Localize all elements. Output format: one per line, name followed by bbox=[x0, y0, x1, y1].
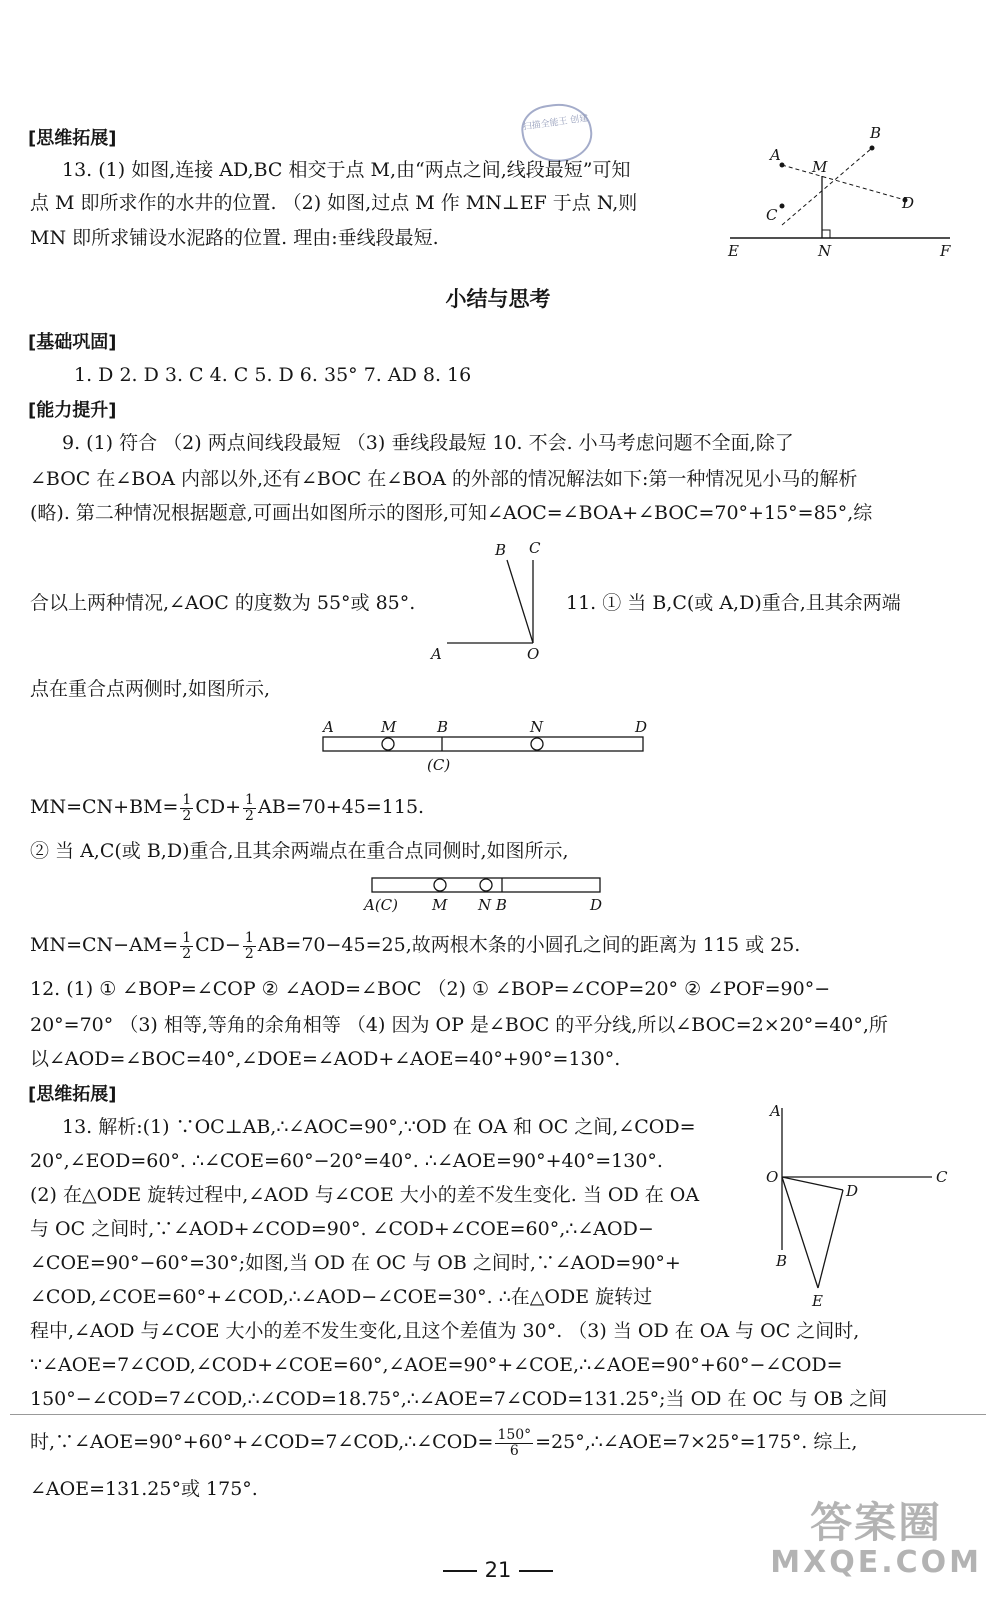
section-header-basic: [基础巩固] bbox=[28, 332, 117, 353]
numerator: 1 bbox=[245, 791, 254, 808]
q9-line-3: (略). 第二种情况根据题意,可画出如图所示的图形,可知∠AOC=∠BOA+∠BOC=70°+15°=85°,综 bbox=[30, 502, 873, 524]
q13b-line-5: ∠COE=90°−60°=30°;如图,当 OD 在 OC 与 OB 之间时,∵∠AOD=90°+ bbox=[30, 1252, 681, 1274]
denominator: 2 bbox=[244, 945, 254, 962]
watermark-cn: 答案圈 bbox=[810, 1498, 943, 1547]
q13b-line-8: ∵∠AOE=7∠COD,∠COD+∠COE=60°,∠AOE=90°+∠COE,∴∠AOE=90°+60°−∠COD= bbox=[30, 1354, 843, 1376]
figure-well-road bbox=[720, 120, 970, 265]
numerator: 1 bbox=[244, 929, 254, 946]
mn1-part-b: CD+ bbox=[195, 796, 242, 818]
figure-rotating-triangle bbox=[760, 1100, 960, 1315]
q9-line-2: ∠BOC 在∠BOA 内部以外,还有∠BOC 在∠BOA 的外部的情况解法如下:第一种情况见小马的解析 bbox=[30, 468, 858, 490]
label-C: C bbox=[936, 1168, 948, 1186]
label-NB: N B bbox=[478, 896, 507, 914]
label-E: E bbox=[812, 1292, 823, 1310]
denominator: 2 bbox=[182, 807, 192, 824]
stamp-text: 扫描全能王 创建 bbox=[522, 113, 589, 133]
label-A: A bbox=[323, 718, 334, 736]
section-header-thinking-2: [思维拓展] bbox=[28, 1084, 117, 1105]
label-A: A bbox=[431, 645, 442, 663]
label-B: B bbox=[870, 124, 882, 142]
basic-answers: 1. D 2. D 3. C 4. C 5. D 6. 35° 7. AD 8. 16 bbox=[74, 364, 472, 386]
label-B: B bbox=[437, 718, 449, 736]
mn2-part-b: CD− bbox=[195, 934, 241, 956]
q13b-line-10-b: =25°,∴∠AOE=7×25°=175°. 综上, bbox=[535, 1431, 858, 1453]
label-D: D bbox=[902, 194, 915, 212]
label-E: E bbox=[728, 242, 739, 260]
label-F: F bbox=[940, 242, 951, 260]
q13b-line-3: (2) 在△ODE 旋转过程中,∠AOD 与∠COE 大小的差不发生变化. 当 OD 在 OA bbox=[30, 1184, 700, 1206]
label-M: M bbox=[381, 718, 397, 736]
denominator: 6 bbox=[509, 1442, 519, 1459]
q13b-line-4: 与 OC 之间时,∵∠AOD+∠COD=90°. ∠COD+∠COE=60°,∴∠AOD− bbox=[30, 1218, 654, 1240]
q13b-line-6: ∠COD,∠COE=60°+∠COD,∴∠AOD−∠COE=30°. ∴在△ODE 旋转过 bbox=[30, 1286, 653, 1308]
figure-angle-boc bbox=[425, 535, 555, 665]
label-C: C bbox=[766, 206, 778, 224]
label-D: D bbox=[635, 718, 648, 736]
fraction-half bbox=[180, 793, 193, 824]
q11-line-2: 点在重合点两侧时,如图所示, bbox=[30, 678, 271, 700]
label-A: A bbox=[770, 1102, 781, 1120]
denominator: 2 bbox=[245, 807, 254, 824]
divider-line bbox=[10, 1414, 986, 1415]
q12-line-1: 12. (1) ① ∠BOP=∠COP ② ∠AOD=∠BOC （2) ① ∠BOP=∠COP=20° ② ∠POF=90°− bbox=[30, 978, 831, 1000]
page-number-text: 21 bbox=[484, 1558, 512, 1582]
q13-line-1: 13. (1) 如图,连接 AD,BC 相交于点 M,由“两点之间,线段最短”可知 bbox=[62, 159, 631, 181]
section-header-ability: [能力提升] bbox=[28, 400, 117, 421]
mn1-part-c: AB=70+45=115. bbox=[257, 796, 425, 818]
watermark-url: MXQE.COM bbox=[770, 1545, 982, 1580]
fraction-half bbox=[180, 931, 193, 962]
q11-line-4: ② 当 A,C(或 B,D)重合,且其余两端点在重合点同侧时,如图所示, bbox=[30, 840, 569, 862]
mn-formula-2 bbox=[30, 928, 800, 962]
q13b-line-11: ∠AOE=131.25°或 175°. bbox=[30, 1478, 258, 1500]
label-O: O bbox=[527, 645, 540, 663]
figure-sticks-opposite bbox=[315, 716, 655, 776]
label-O: O bbox=[766, 1168, 779, 1186]
label-M: M bbox=[432, 896, 448, 914]
mn2-part-a: MN=CN−AM= bbox=[30, 934, 179, 956]
mn1-part-a: MN=CN+BM= bbox=[30, 796, 179, 818]
label-AC: A(C) bbox=[364, 896, 399, 914]
numerator: 150° bbox=[497, 1426, 532, 1443]
label-C: C bbox=[529, 539, 541, 557]
q10-line-4: 合以上两种情况,∠AOC 的度数为 55°或 85°. bbox=[30, 592, 416, 614]
label-D: D bbox=[846, 1182, 859, 1200]
q13b-line-10 bbox=[30, 1424, 857, 1460]
label-B: B bbox=[495, 541, 507, 559]
q13b-line-1: 13. 解析:(1) ∵OC⊥AB,∴∠AOC=90°,∵OD 在 OA 和 OC 之间,∠COD= bbox=[62, 1116, 696, 1138]
numerator: 1 bbox=[182, 791, 192, 808]
mn-formula-1 bbox=[30, 790, 424, 824]
q9-line-1: 9. (1) 符合 （2) 两点间线段最短 （3) 垂线段最短 10. 不会. 小马考虑问题不全面,除了 bbox=[62, 432, 794, 454]
label-N: N bbox=[530, 718, 544, 736]
q13-line-2: 点 M 即所求作的水井的位置. （2) 如图,过点 M 作 MN⊥EF 于点 N,则 bbox=[30, 192, 638, 214]
q13b-line-2: 20°,∠EOD=60°. ∴∠COE=60°−20°=40°. ∴∠AOE=90°+40°=130°. bbox=[30, 1150, 663, 1172]
section-title: 小结与思考 bbox=[445, 287, 551, 311]
label-N: N bbox=[818, 242, 832, 260]
numerator: 1 bbox=[182, 929, 192, 946]
q13-line-3: MN 即所求铺设水泥路的位置. 理由:垂线段最短. bbox=[30, 227, 439, 249]
mn2-part-c: AB=70−45=25,故两根木条的小圆孔之间的距离为 115 或 25. bbox=[257, 934, 801, 956]
denominator: 2 bbox=[182, 945, 192, 962]
fraction-150-6 bbox=[495, 1428, 533, 1459]
label-A: A bbox=[770, 146, 781, 164]
fraction-half bbox=[243, 793, 256, 824]
q13b-line-7: 程中,∠AOD 与∠COE 大小的差不发生变化,且这个差值为 30°. （3) 当 OD 在 OA 与 OC 之间时, bbox=[30, 1320, 860, 1342]
label-M: M bbox=[812, 158, 828, 176]
q13b-line-10-a: 时,∵∠AOE=90°+60°+∠COD=7∠COD,∴∠COD= bbox=[30, 1431, 494, 1453]
label-C: (C) bbox=[427, 756, 451, 774]
watermark-logo bbox=[770, 1500, 982, 1580]
label-B: B bbox=[776, 1252, 788, 1270]
label-D: D bbox=[590, 896, 603, 914]
figure-sticks-same-side bbox=[360, 872, 610, 917]
q13b-line-9: 150°−∠COD=7∠COD,∴∠COD=18.75°,∴∠AOE=7∠COD=131.25°;当 OD 在 OC 与 OB 之间 bbox=[30, 1388, 888, 1410]
section-header-thinking-1: [思维拓展] bbox=[28, 128, 117, 149]
q12-line-2: 20°=70° （3) 相等,等角的余角相等 （4) 因为 OP 是∠BOC 的平分线,所以∠BOC=2×20°=40°,所 bbox=[30, 1014, 888, 1036]
q12-line-3: 以∠AOD=∠BOC=40°,∠DOE=∠AOD+∠AOE=40°+90°=130°. bbox=[30, 1048, 621, 1070]
q11-start: 11. ① 当 B,C(或 A,D)重合,且其余两端 bbox=[566, 592, 901, 614]
fraction-half bbox=[243, 931, 256, 962]
